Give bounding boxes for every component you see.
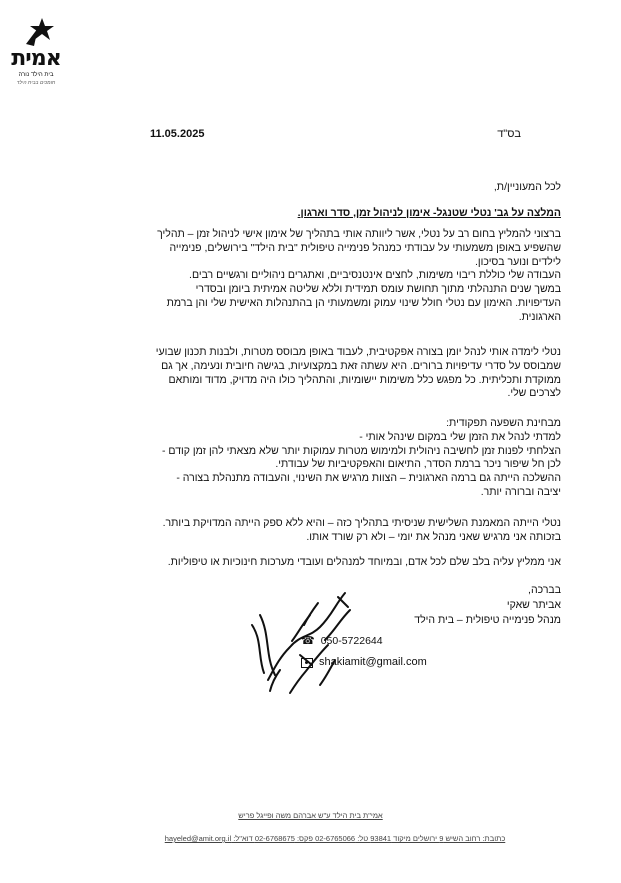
paragraph-conclusion (36, 517, 561, 545)
phone-icon: ☎ (301, 635, 315, 647)
logo-subtitle: בית הילד נורה (18, 72, 54, 78)
text-line: העבודה שלי כוללת ריבוי משימות, לחצים אינטנסיביים, ואתגרים ניהוליים ורגשיים רבים. (189, 269, 561, 282)
logo-name: אמית (11, 46, 61, 71)
text-line: הארגונית. (518, 310, 561, 323)
text-line: בזכותה אני מרגיש שאני מנהל את יומי – ולא רק שורד אותו. (306, 530, 561, 543)
text-line: במשך שנים התנהלתי מתוך תחושת עומס תמידית וללא שליטה אמיתית ביומן ובסדרי (195, 283, 561, 296)
footer-org-name: אמי"ת בית הילד ע"ש אברהם משה ופייגל פריש (238, 811, 383, 820)
text-line: ברצוני להמליץ בחום רב על נטלי, אשר ליוותה אותי בתהליך של אימון אישי לניהול זמן – תהליך (157, 228, 561, 240)
text-line: יציבה וברורה יותר. (480, 485, 561, 498)
star-figure-icon (8, 16, 64, 48)
letter-date: 11.05.2025 (150, 128, 205, 140)
text-line: למדתי לנהל את הזמן שלי במקום שינהל אותי - (359, 430, 561, 443)
amit-logo (8, 16, 64, 88)
greeting: לכל המעוניין/ת, (493, 181, 561, 193)
logo-tagline: תומכים בבית הילד (16, 80, 56, 86)
text-line: מבחינת השפעה תפקודית: (446, 417, 561, 429)
footer-contact: כתובת: רחוב השיש 9 ירושלים מיקוד 93841 טל: 02-6765066 פקס: 02-6768675 דוא"ל: hayeled@amit.org.il (164, 834, 506, 843)
regards: בברכה, (528, 584, 561, 596)
subject-line: המלצה על גב' נטלי שטנגל- אימון לניהול זמן, סדר וארגון. (297, 207, 561, 219)
text-line: אני ממליץ עליה בלב שלם לכל אדם, ובמיוחד למנהלים ועובדי מערכות חינוכיות או טיפוליות. (167, 556, 561, 568)
text-line: העדיפויות. האימון עם נטלי חולל שינוי עמוק ומשמעותי הן בהתנהלות האישית שלי והן ברמת (166, 296, 561, 309)
handwritten-signature (240, 585, 360, 700)
phone-number[interactable]: 050-5722644 (320, 635, 383, 647)
header-row (0, 128, 621, 144)
paragraph-intro (36, 228, 561, 325)
text-line: לילדים ונוער בסיכון. (475, 255, 561, 268)
text-line: שהשפיע באופן משמעותי על עבודתי כמנהל פנימייה טיפולית "בית הילד" בירושלים, פנימייה (169, 241, 561, 254)
signer-name: אביתר שאקי (506, 599, 561, 611)
text-line: ההשלכה הייתה גם ברמה הארגונית – הצוות מרגיש את השינוי, והעבודה מתנהלת בצורה - (176, 472, 561, 485)
text-line: נטלי הייתה המאמנת השלישית שניסיתי בתהליך כזה – והיא ללא ספק הייתה המדויקת ביותר. (162, 517, 561, 529)
text-line: הצלחתי לפנות זמן לחשיבה ניהולית ולמימוש מטרות עמוקות יותר שלא מצאתי להן זמן קודם - (162, 444, 561, 457)
bsd-mark: בס"ד (497, 128, 521, 140)
paragraph-method (36, 346, 561, 401)
text-line: לכן חל שיפור ניכר ברמת הסדר, התיאום והאפקטיביות של עבודתי. (275, 458, 561, 471)
paragraph-recommendation (36, 556, 561, 570)
signer-title: מנהל פנימייה טיפולית – בית הילד (414, 614, 561, 626)
text-line: ממוקדת ותכליתית. כל מפגש כלל משימות יישומיות, והתהליך כולו היה מדויק, מדוד ומותאם (168, 373, 561, 386)
text-line: נטלי לימדה אותי לנהל יומן בצורה אפקטיבית, לעבוד באופן מבוסס מטרות, ולבנות תכנון שבועי (155, 346, 561, 358)
paragraph-impact (36, 417, 561, 500)
text-line: לצרכים שלי. (507, 387, 561, 400)
email-address[interactable]: shakiamit@gmail.com (319, 656, 427, 668)
text-line: שמבוסס על סדרי עדיפויות ברורים. היא עשתה זאת במקצועיות, בגישה חיובית ונעימה, אך גם (161, 359, 561, 372)
